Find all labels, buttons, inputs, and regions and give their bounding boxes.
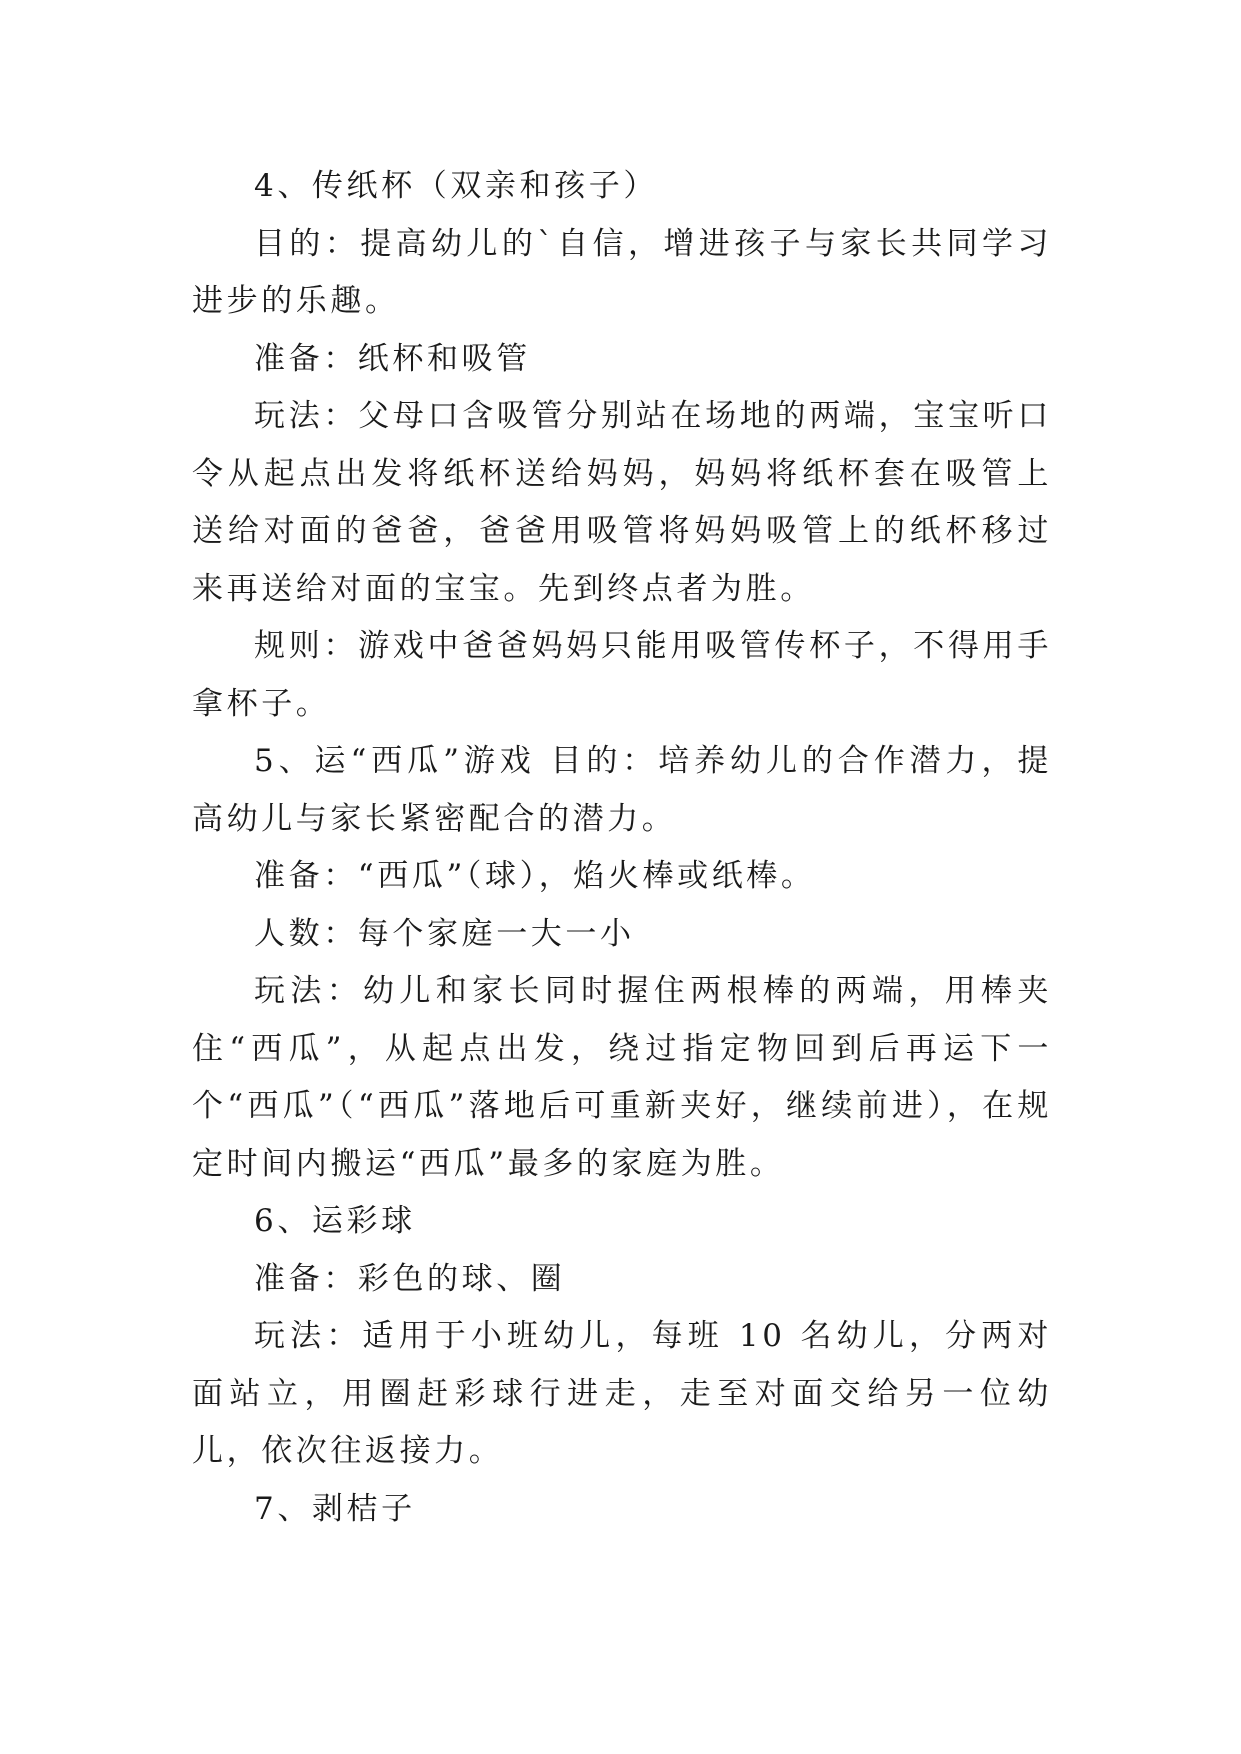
paragraph-how-to-play: 玩法：父母口含吸管分别站在场地的两端，宝宝听口令从起点出发将纸杯送给妈妈，妈妈将纸杯套在吸管上送给对面的爸爸，爸爸用吸管将妈妈吸管上的纸杯移过来再送给对面的宝宝。先到终点者为胜。 xyxy=(192,398,1052,607)
paragraph-balls-how-to-play: 玩法：适用于小班幼儿，每班 10 名幼儿，分两对面站立，用圈赶彩球行进走，走至对面交给另一位幼儿，依次往返接力。 xyxy=(192,1318,1052,1469)
paragraph-balls-preparation: 准备：彩色的球、圈 xyxy=(254,1260,566,1297)
paragraph-participants: 人数：每个家庭一大一小 xyxy=(254,915,635,952)
paragraph-purpose: 目的：提高幼儿的`自信，增进孩子与家长共同学习进步的乐趣。 xyxy=(192,225,1052,319)
paragraph-watermelon-preparation: 准备：“西瓜”（球），焰火棒或纸棒。 xyxy=(254,858,816,894)
heading-carry-colored-balls: 6、运彩球 xyxy=(254,1203,416,1239)
paragraph-preparation: 准备：纸杯和吸管 xyxy=(254,340,531,377)
heading-carry-watermelon: 5、运“西瓜”游戏 目的：培养幼儿的合作潜力，提高幼儿与家长紧密配合的潜力。 xyxy=(192,743,1052,837)
heading-pass-paper-cup: 4、传纸杯（双亲和孩子） xyxy=(254,168,658,204)
paragraph-watermelon-how-to-play: 玩法：幼儿和家长同时握住两根棒的两端，用棒夹住“西瓜”，从起点出发，绕过指定物回到后再运下一个“西瓜”（“西瓜”落地后可重新夹好，继续前进），在规定时间内搬运“西瓜”最多的家庭为胜。 xyxy=(192,973,1052,1182)
heading-peel-orange: 7、剥桔子 xyxy=(254,1490,416,1527)
paragraph-rules: 规则：游戏中爸爸妈妈只能用吸管传杯子，不得用手拿杯子。 xyxy=(192,628,1052,722)
document-body xyxy=(192,158,1052,1538)
